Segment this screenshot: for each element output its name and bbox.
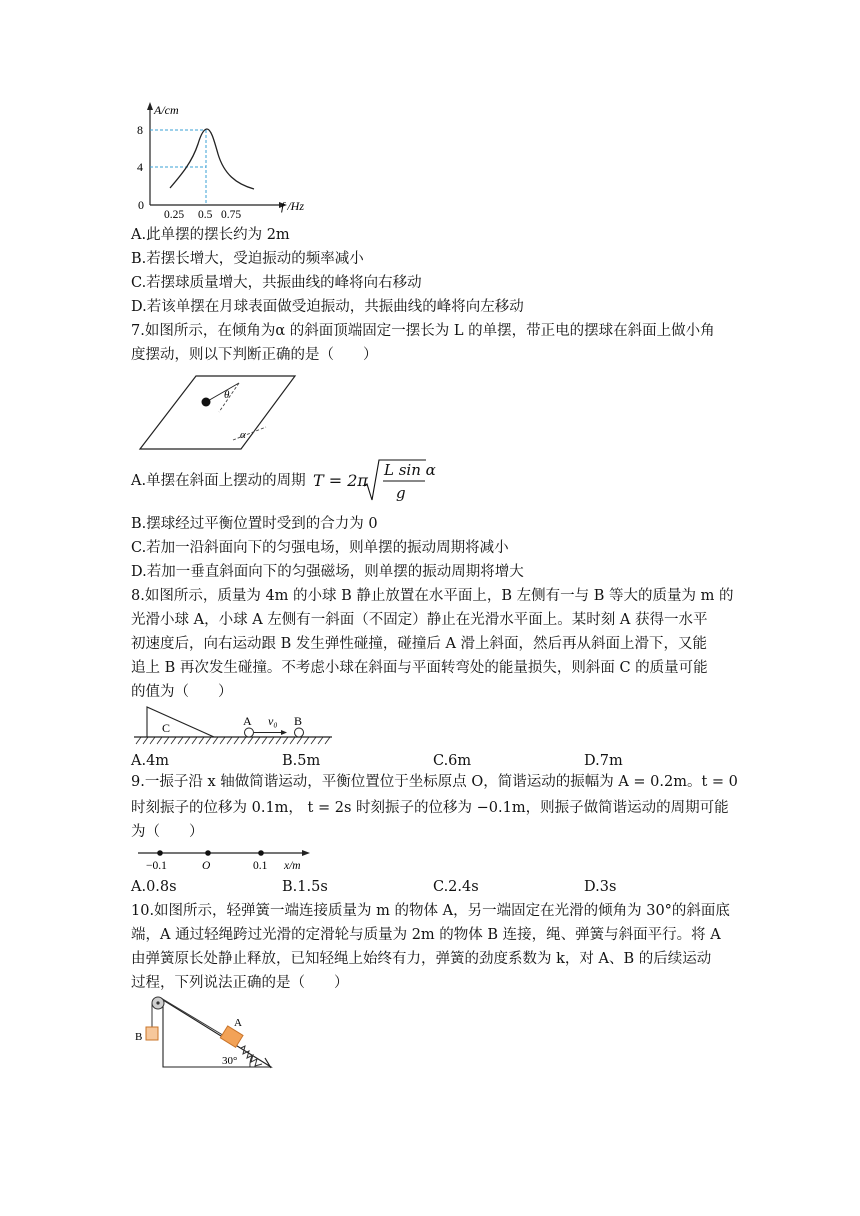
q8-option-b: B.5m: [282, 753, 321, 769]
x-axis-label: f /Hz: [281, 199, 305, 213]
x-tick-0-5: 0.5: [198, 209, 213, 220]
q6-option-d: D.若该单摆在月球表面做受迫振动，共振曲线的峰将向左移动: [131, 299, 524, 315]
spring-incline-figure: [134, 994, 280, 1072]
pulley-hub: [156, 1001, 159, 1004]
y-axis-arrow: [147, 102, 153, 110]
q9-stem-line2: 时刻振子的位移为 0.1m， t = 2s 时刻振子的位移为 −0.1m，则振子做简谐运动的周期可能: [131, 800, 729, 816]
formula-denominator: g: [396, 484, 406, 502]
label-axis: x/m: [284, 860, 301, 872]
block-b-label: B: [135, 1031, 143, 1043]
theta-label: θ: [224, 389, 230, 401]
wedge-c: [147, 707, 214, 737]
number-line-figure: [136, 844, 316, 874]
x-tick-0-75: 0.75: [221, 209, 242, 220]
ground-hatching: [136, 737, 330, 744]
velocity-arrowhead: [281, 730, 287, 735]
q7-option-b: B.摆球经过平衡位置时受到的合力为 0: [131, 516, 378, 532]
ball-b: [295, 728, 304, 737]
spring: [241, 1046, 262, 1066]
incline-pendulum-figure: [138, 372, 298, 452]
q8-option-a: A.4m: [131, 753, 170, 769]
label-origin: O: [202, 860, 211, 872]
point-origin: [205, 850, 211, 856]
y-tick-8: 8: [137, 123, 143, 137]
x-axis-arrowhead: [302, 850, 310, 856]
q8-stem-line2: 光滑小球 A，小球 A 左侧有一斜面（不固定）静止在光滑水平面上。某时刻 A 获得一水平: [131, 612, 708, 628]
pendulum-bob: [202, 398, 211, 407]
q9-option-c: C.2.4s: [433, 879, 479, 895]
alpha-label: α: [240, 429, 246, 441]
collision-figure: [132, 704, 334, 746]
ball-b-label: B: [294, 714, 303, 728]
block-a-label: A: [234, 1017, 242, 1029]
ball-a: [245, 728, 254, 737]
point-neg: [157, 850, 163, 856]
q7-option-d: D.若加一垂直斜面向下的匀强磁场，则单摆的振动周期将增大: [131, 564, 524, 580]
resonance-curve-figure: [132, 102, 312, 220]
q10-stem-line4: 过程，下列说法正确的是（ ）: [131, 975, 349, 991]
ball-a-label: A: [243, 714, 252, 728]
q9-option-d: D.3s: [584, 879, 617, 895]
q6-option-a: A.此单摆的摆长约为 2m: [131, 227, 290, 243]
q9-stem-line3: 为（ ）: [131, 824, 204, 840]
point-pos: [258, 850, 264, 856]
q6-option-b: B.若摆长增大，受迫振动的频率减小: [131, 251, 364, 267]
y-tick-0: 0: [138, 198, 144, 212]
wedge-c-label: C: [162, 721, 171, 735]
q6-option-c: C.若摆球质量增大，共振曲线的峰将向右移动: [131, 275, 422, 291]
incline-triangle: [163, 1000, 271, 1067]
q10-stem-line1: 10.如图所示，轻弹簧一端连接质量为 m 的物体 A，另一端固定在光滑的倾角为 30°的斜面底: [131, 903, 730, 919]
q8-stem-line5: 的值为（ ）: [131, 684, 233, 700]
angle-label: 30°: [222, 1055, 238, 1067]
label-pos: 0.1: [253, 860, 268, 872]
q8-stem-line1: 8.如图所示，质量为 4m 的小球 B 静止放置在水平面上，B 左侧有一与 B 等大的质量为 m 的: [131, 588, 734, 604]
q7-stem-line1: 7.如图所示，在倾角为α 的斜面顶端固定一摆长为 L 的单摆，带正电的摆球在斜面上做小角: [131, 323, 715, 339]
q7-option-a-text: A.单摆在斜面上摆动的周期: [131, 473, 306, 489]
q7-option-a: [131, 472, 306, 490]
pendulum-string: [206, 383, 239, 402]
incline-plane: [140, 376, 295, 449]
q8-stem-line3: 初速度后，向右运动跟 B 发生弹性碰撞，碰撞后 A 滑上斜面，然后再从斜面上滑下，又能: [131, 636, 708, 652]
y-tick-4: 4: [137, 160, 143, 174]
resonance-curve: [170, 129, 254, 189]
q8-option-c: C.6m: [433, 753, 472, 769]
v0-label: v₀: [268, 714, 278, 728]
rope-to-a: [161, 998, 231, 1040]
x-tick-0-25: 0.25: [164, 209, 185, 220]
block-b: [146, 1027, 158, 1040]
q9-stem-line1: 9.一振子沿 x 轴做简谐运动，平衡位置位于坐标原点 O，简谐运动的振幅为 A = 0.2m。t = 0: [131, 774, 738, 790]
q9-option-b: B.1.5s: [282, 879, 328, 895]
formula-numerator: L sin α: [384, 461, 436, 479]
q8-option-d: D.7m: [584, 753, 623, 769]
q7-option-c: C.若加一沿斜面向下的匀强电场，则单摆的振动周期将减小: [131, 540, 509, 556]
block-a: [220, 1026, 243, 1047]
q9-option-a: A.0.8s: [131, 879, 177, 895]
y-axis-label: A/cm: [154, 103, 179, 117]
q8-stem-line4: 追上 B 再次发生碰撞。不考虑小球在斜面与平面转弯处的能量损失，则斜面 C 的质量可能: [131, 660, 708, 676]
q10-stem-line3: 由弹簧原长处静止释放，已知轻绳上始终有力，弹簧的劲度系数为 k，对 A、B 的后续运动: [131, 951, 712, 967]
formula-lhs: T = 2π: [313, 471, 368, 490]
q10-stem-line2: 端，A 通过轻绳跨过光滑的定滑轮与质量为 2m 的物体 B 连接，绳、弹簧与斜面平行。将 A: [131, 927, 721, 943]
q7-stem-line2: 度摆动，则以下判断正确的是（ ）: [131, 347, 378, 363]
label-neg: −0.1: [146, 860, 167, 872]
